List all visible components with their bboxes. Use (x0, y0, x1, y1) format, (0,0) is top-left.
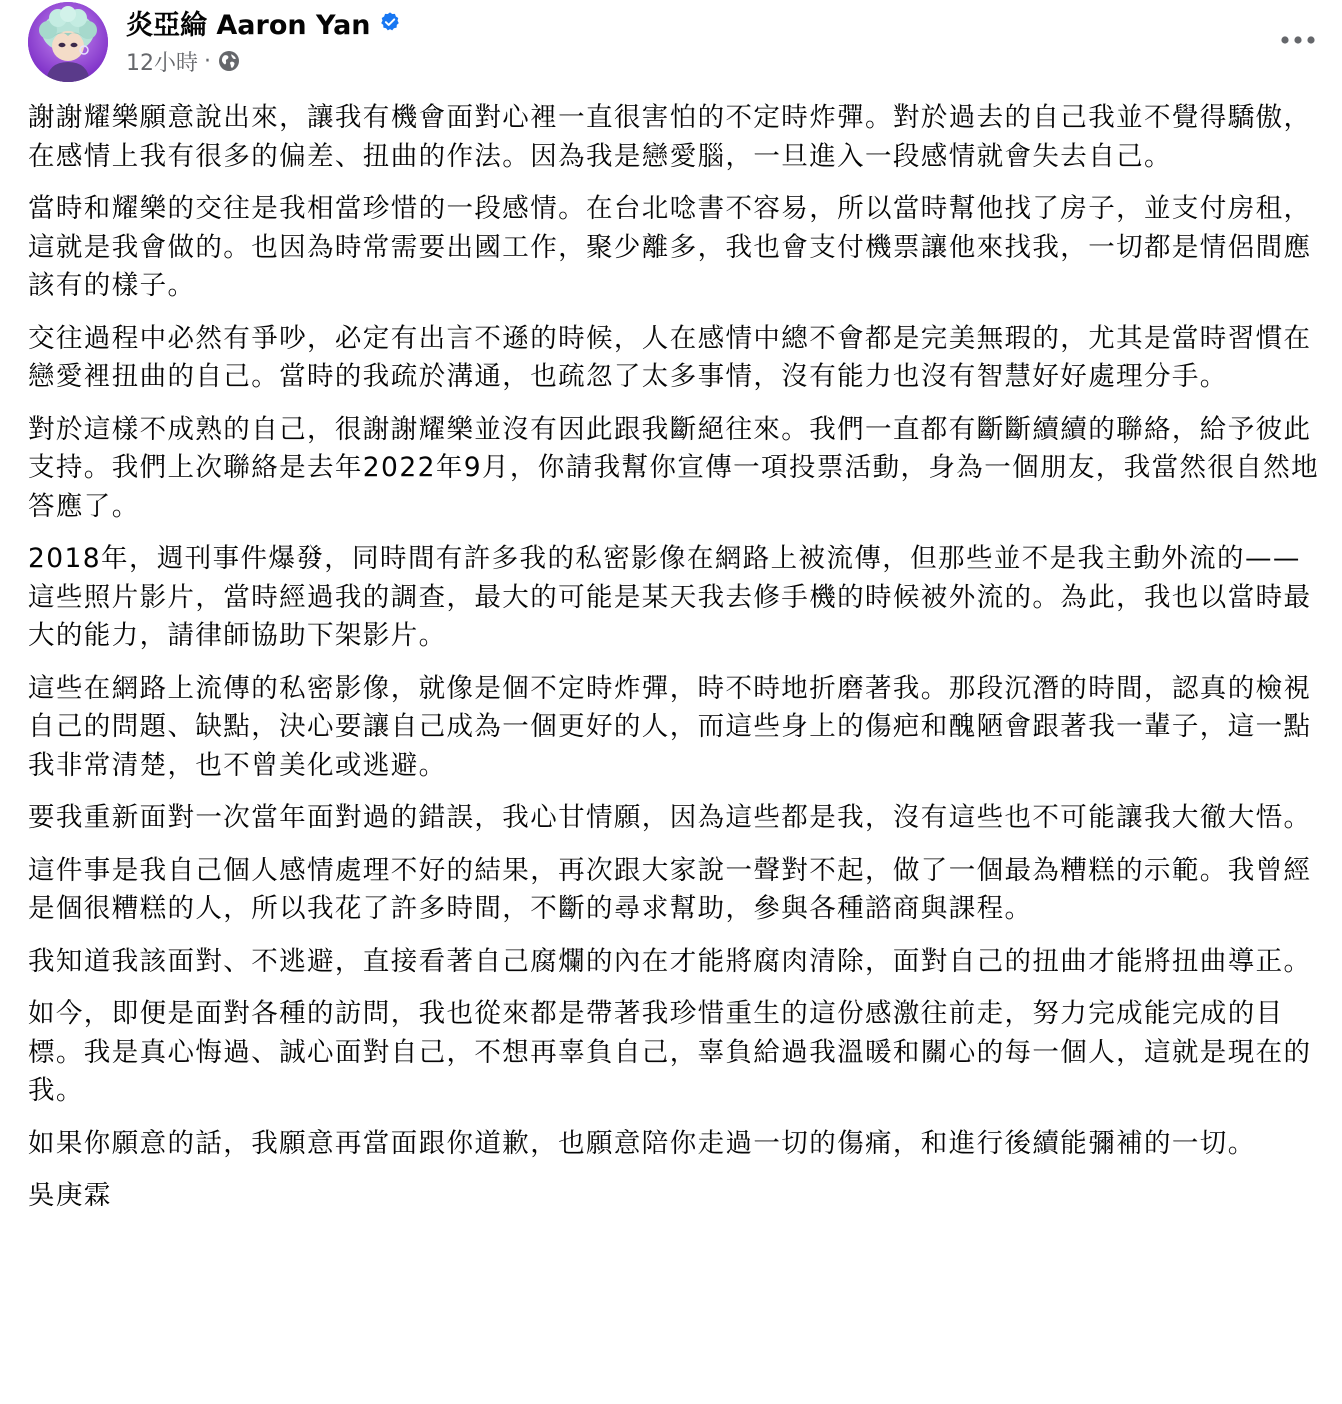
post-paragraph-6: 這些在網路上流傳的私密影像，就像是個不定時炸彈，時不時地折磨著我。那段沉潛的時間，認真的檢視自己的問題、缺點，決心要讓自己成為一個更好的人，而這些身上的傷疤和醜陋會跟著我一輩子，這一點我非常清楚，也不曾美化或逃避。 (28, 672, 1312, 781)
post-paragraph-11: 如果你願意的話，我願意再當面跟你道歉，也願意陪你走過一切的傷痛，和進行後續能彌補的一切。 (28, 1127, 1256, 1159)
post-paragraph-10: 如今，即便是面對各種的訪問，我也從來都是帶著我珍惜重生的這份感激往前走，努力完成能完成的目標。我是真心悔過、誠心面對自己，不想再辜負自己，辜負給過我溫暖和關心的每一個人，這就是現在的我。 (28, 998, 1312, 1106)
post-paragraph-7: 要我重新面對一次當年面對過的錯誤，我心甘情願，因為這些都是我，沒有這些也不可能讓我大徹大悟。 (28, 802, 1312, 833)
post-paragraph-4: 對於這樣不成熟的自己，很謝謝耀樂並沒有因此跟我斷絕往來。我們一直都有斷斷續續的聯絡，給予彼此支持。我們上次聯絡是去年2022年9月，你請我幫你宣傳一項投票活動，身為一個朋友，我當然很自然地答應了。 (28, 413, 1319, 522)
post-paragraph-9: 我知道我該面對、不逃避，直接看著自己腐爛的內在才能將腐肉清除，面對自己的扭曲才能將扭曲導正。 (28, 945, 1312, 977)
post-paragraph-1: 謝謝耀樂願意說出來，讓我有機會面對心裡一直很害怕的不定時炸彈。對於過去的自己我並不覺得驕傲，在感情上我有很多的偏差、扭曲的作法。因為我是戀愛腦，一旦進入一段感情就會失去自己。 (28, 102, 1312, 172)
post-paragraph-8: 這件事是我自己個人感情處理不好的結果，再次跟大家說一聲對不起，做了一個最為糟糕的示範。我曾經是個很糟糕的人，所以我花了許多時間，不斷的尋求幫助，參與各種諮商與課程。 (28, 854, 1312, 924)
post-body (28, 99, 1328, 1230)
verified-badge-icon (379, 11, 401, 33)
post-header (28, 0, 1318, 86)
post-signature: 吳庚霖 (28, 1180, 112, 1211)
author-line (126, 4, 401, 40)
post-paragraph-5: 2018年，週刊事件爆發，同時間有許多我的私密影像在網路上被流傳，但那些並不是我主動外流的——這些照片影片，當時經過我的調查，最大的可能是某天我去修手機的時候被外流的。為此，我也以當時最大的能力，請律師協助下架影片。 (28, 543, 1312, 651)
meta-separator: · (204, 48, 211, 74)
globe-icon[interactable] (217, 49, 241, 73)
post-paragraph-3: 交往過程中必然有爭吵，必定有出言不遜的時候，人在感情中總不會都是完美無瑕的，尤其是當時習慣在戀愛裡扭曲的自己。當時的我疏於溝通，也疏忽了太多事情，沒有能力也沒有智慧好好處理分手。 (28, 322, 1312, 392)
post-timestamp[interactable]: 12小時 (126, 50, 198, 76)
more-options-button[interactable] (1278, 20, 1318, 60)
author-name[interactable]: 炎亞綸 Aaron Yan (126, 9, 371, 41)
avatar-illustration-icon (28, 2, 108, 82)
more-options-icon (1280, 35, 1316, 45)
post-meta (126, 46, 241, 76)
post-paragraph-2: 當時和耀樂的交往是我相當珍惜的一段感情。在台北唸書不容易，所以當時幫他找了房子，並支付房租，這就是我會做的。也因為時常需要出國工作，聚少離多，我也會支付機票讓他來找我，一切都是情侶間應該有的樣子。 (28, 193, 1312, 301)
avatar[interactable] (28, 2, 108, 82)
